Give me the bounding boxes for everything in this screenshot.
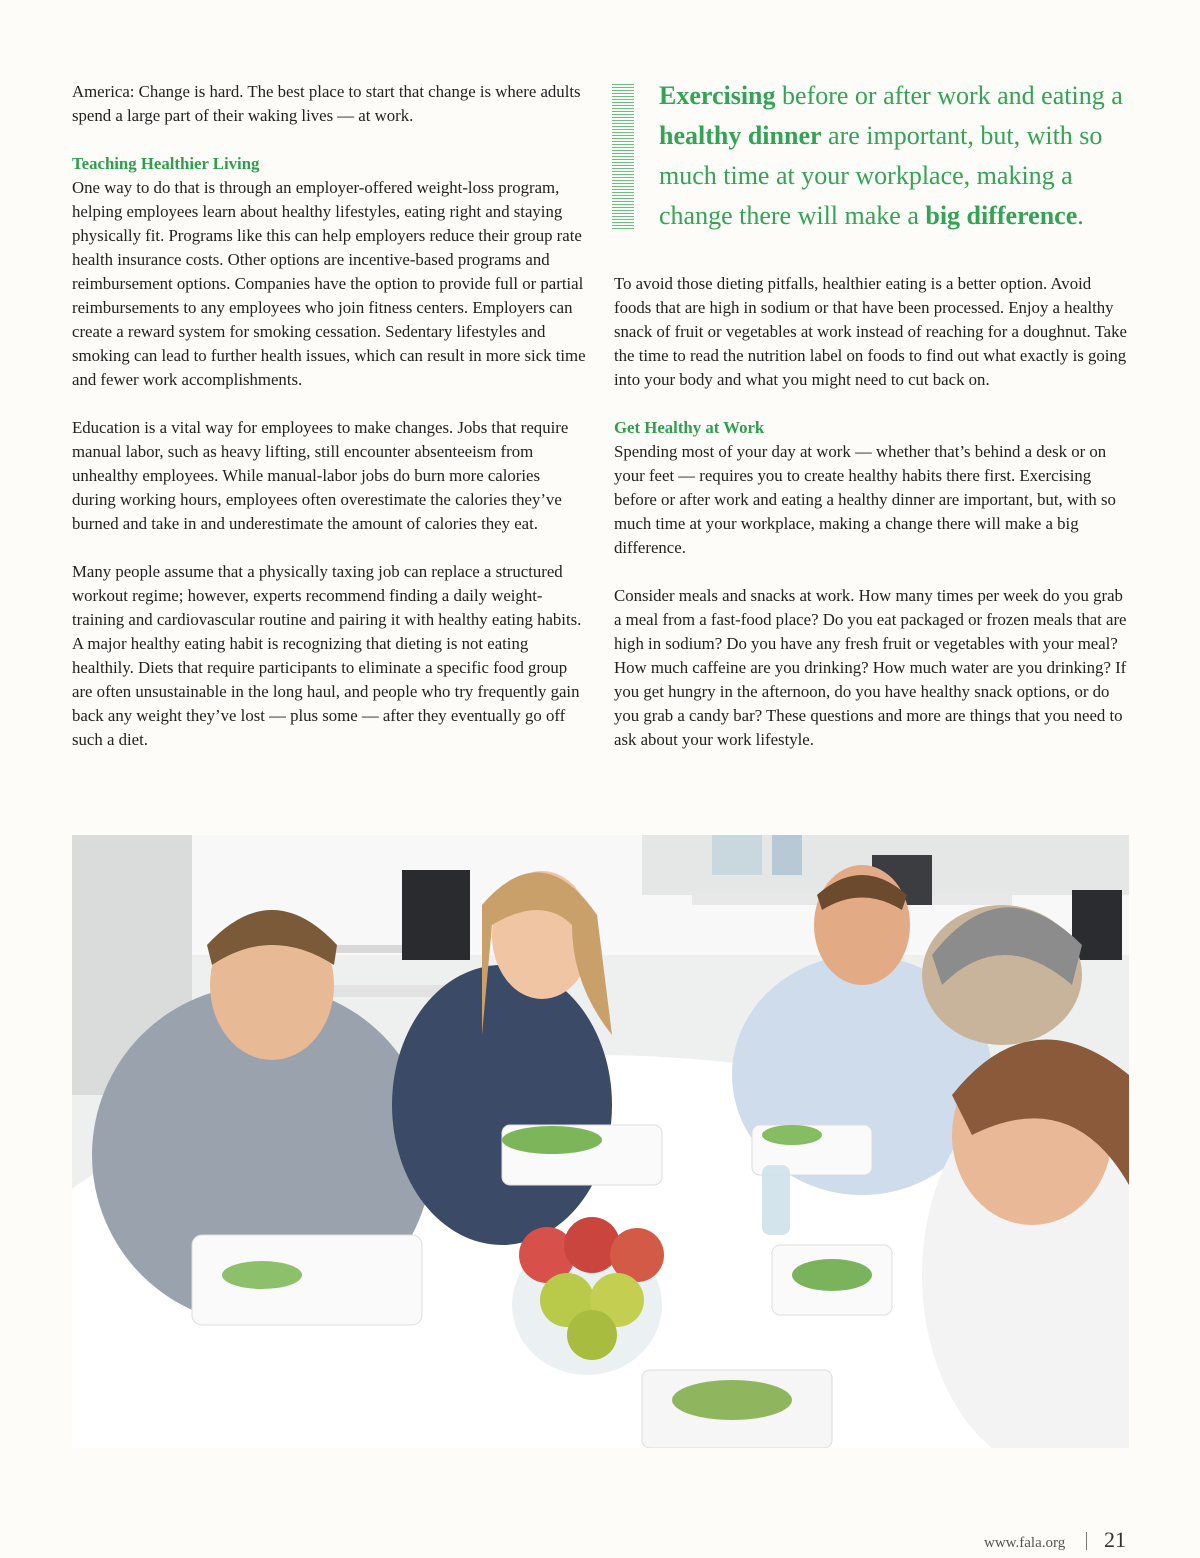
body-paragraph: Education is a vital way for employees to make changes. Jobs that require manual labor, such as heavy lifting, still encounter absenteeism from unhealthy employees. While manual-labor jobs do burn more calories during working hours, employees often overestimate the calories they’ve burned and take in and underestimate the amount of calories they eat. <box>72 418 569 533</box>
pull-quote-bar <box>612 84 634 230</box>
body-paragraph: One way to do that is through an employer-offered weight-loss program, helping employees learn about healthy lifestyles, eating right and staying physically fit. Programs like this can help employers reduce their group rate health insurance costs. Other options are incentive-based programs and reimbursement options. Companies have the option to provide full or partial reimbursements to any employees who join fitness centers. Employers can create a reward system for smoking cessation. Sedentary lifestyles and smoking can lead to further health issues, which can result in more sick time and fewer work accomplishments. <box>72 178 586 389</box>
pull-quote-emphasis: Exercising <box>659 81 776 110</box>
intro-paragraph: America: Change is hard. The best place to start that change is where adults spend a large part of their waking lives — at work. <box>72 82 581 125</box>
section-heading-get-healthy: Get Healthy at Work <box>614 418 765 437</box>
pull-quote-fragment: before or after work and eating a <box>775 81 1123 110</box>
right-column <box>614 272 1129 752</box>
photo-illustration <box>72 835 1129 1448</box>
pull-quote-fragment: . <box>1077 201 1084 230</box>
body-paragraph: Spending most of your day at work — whether that’s behind a desk or on your feet — requires you to create healthy habits there first. Exercising before or after work and eating a healthy dinner are important, but, with so much time at your workplace, making a change there will make a big difference. <box>614 442 1116 557</box>
footer-url: www.fala.org <box>984 1535 1066 1551</box>
left-column <box>72 80 587 752</box>
office-lunch-photo <box>72 835 1129 1448</box>
section-heading-teaching: Teaching Healthier Living <box>72 154 260 173</box>
pull-quote-text <box>659 76 1129 236</box>
body-paragraph: To avoid those dieting pitfalls, healthier eating is a better option. Avoid foods that are high in sodium or that have been processed. Enjoy a healthy snack of fruit or vegetables at work instead of reaching for a doughnut. Take the time to read the nutrition label on foods to find out what exactly is going into your body and what you might need to cut back on. <box>614 274 1127 389</box>
body-paragraph: Consider meals and snacks at work. How many times per week do you grab a meal from a fast-food place? Do you eat packaged or frozen meals that are high in sodium? Do you have any fresh fruit or vegetables with your meal? How much caffeine are you drinking? How much water are you drinking? If you get hungry in the afternoon, do you have healthy snack options, or do you grab a candy bar? These questions and more are things that you need to ask about your work lifestyle. <box>614 586 1127 749</box>
pull-quote <box>612 76 1132 236</box>
body-paragraph: Many people assume that a physically taxing job can replace a structured workout regime; however, experts recommend finding a daily weight-training and cardiovascular routine and pairing it with healthy eating habits. A major healthy eating habit is recognizing that dieting is not eating healthily. Diets that require participants to eliminate a specific food group are often unsustainable in the long haul, and people who try frequently gain back any weight they’ve lost — plus some — after they eventually go off such a diet. <box>72 562 582 749</box>
page-number: 21 <box>1104 1527 1126 1552</box>
pull-quote-fragment: are important, but, with so much time at your workplace, making a change there will make a <box>659 121 1103 230</box>
pull-quote-emphasis: healthy dinner <box>659 121 822 150</box>
pull-quote-emphasis: big difference <box>925 201 1078 230</box>
footer-divider <box>1086 1532 1087 1550</box>
